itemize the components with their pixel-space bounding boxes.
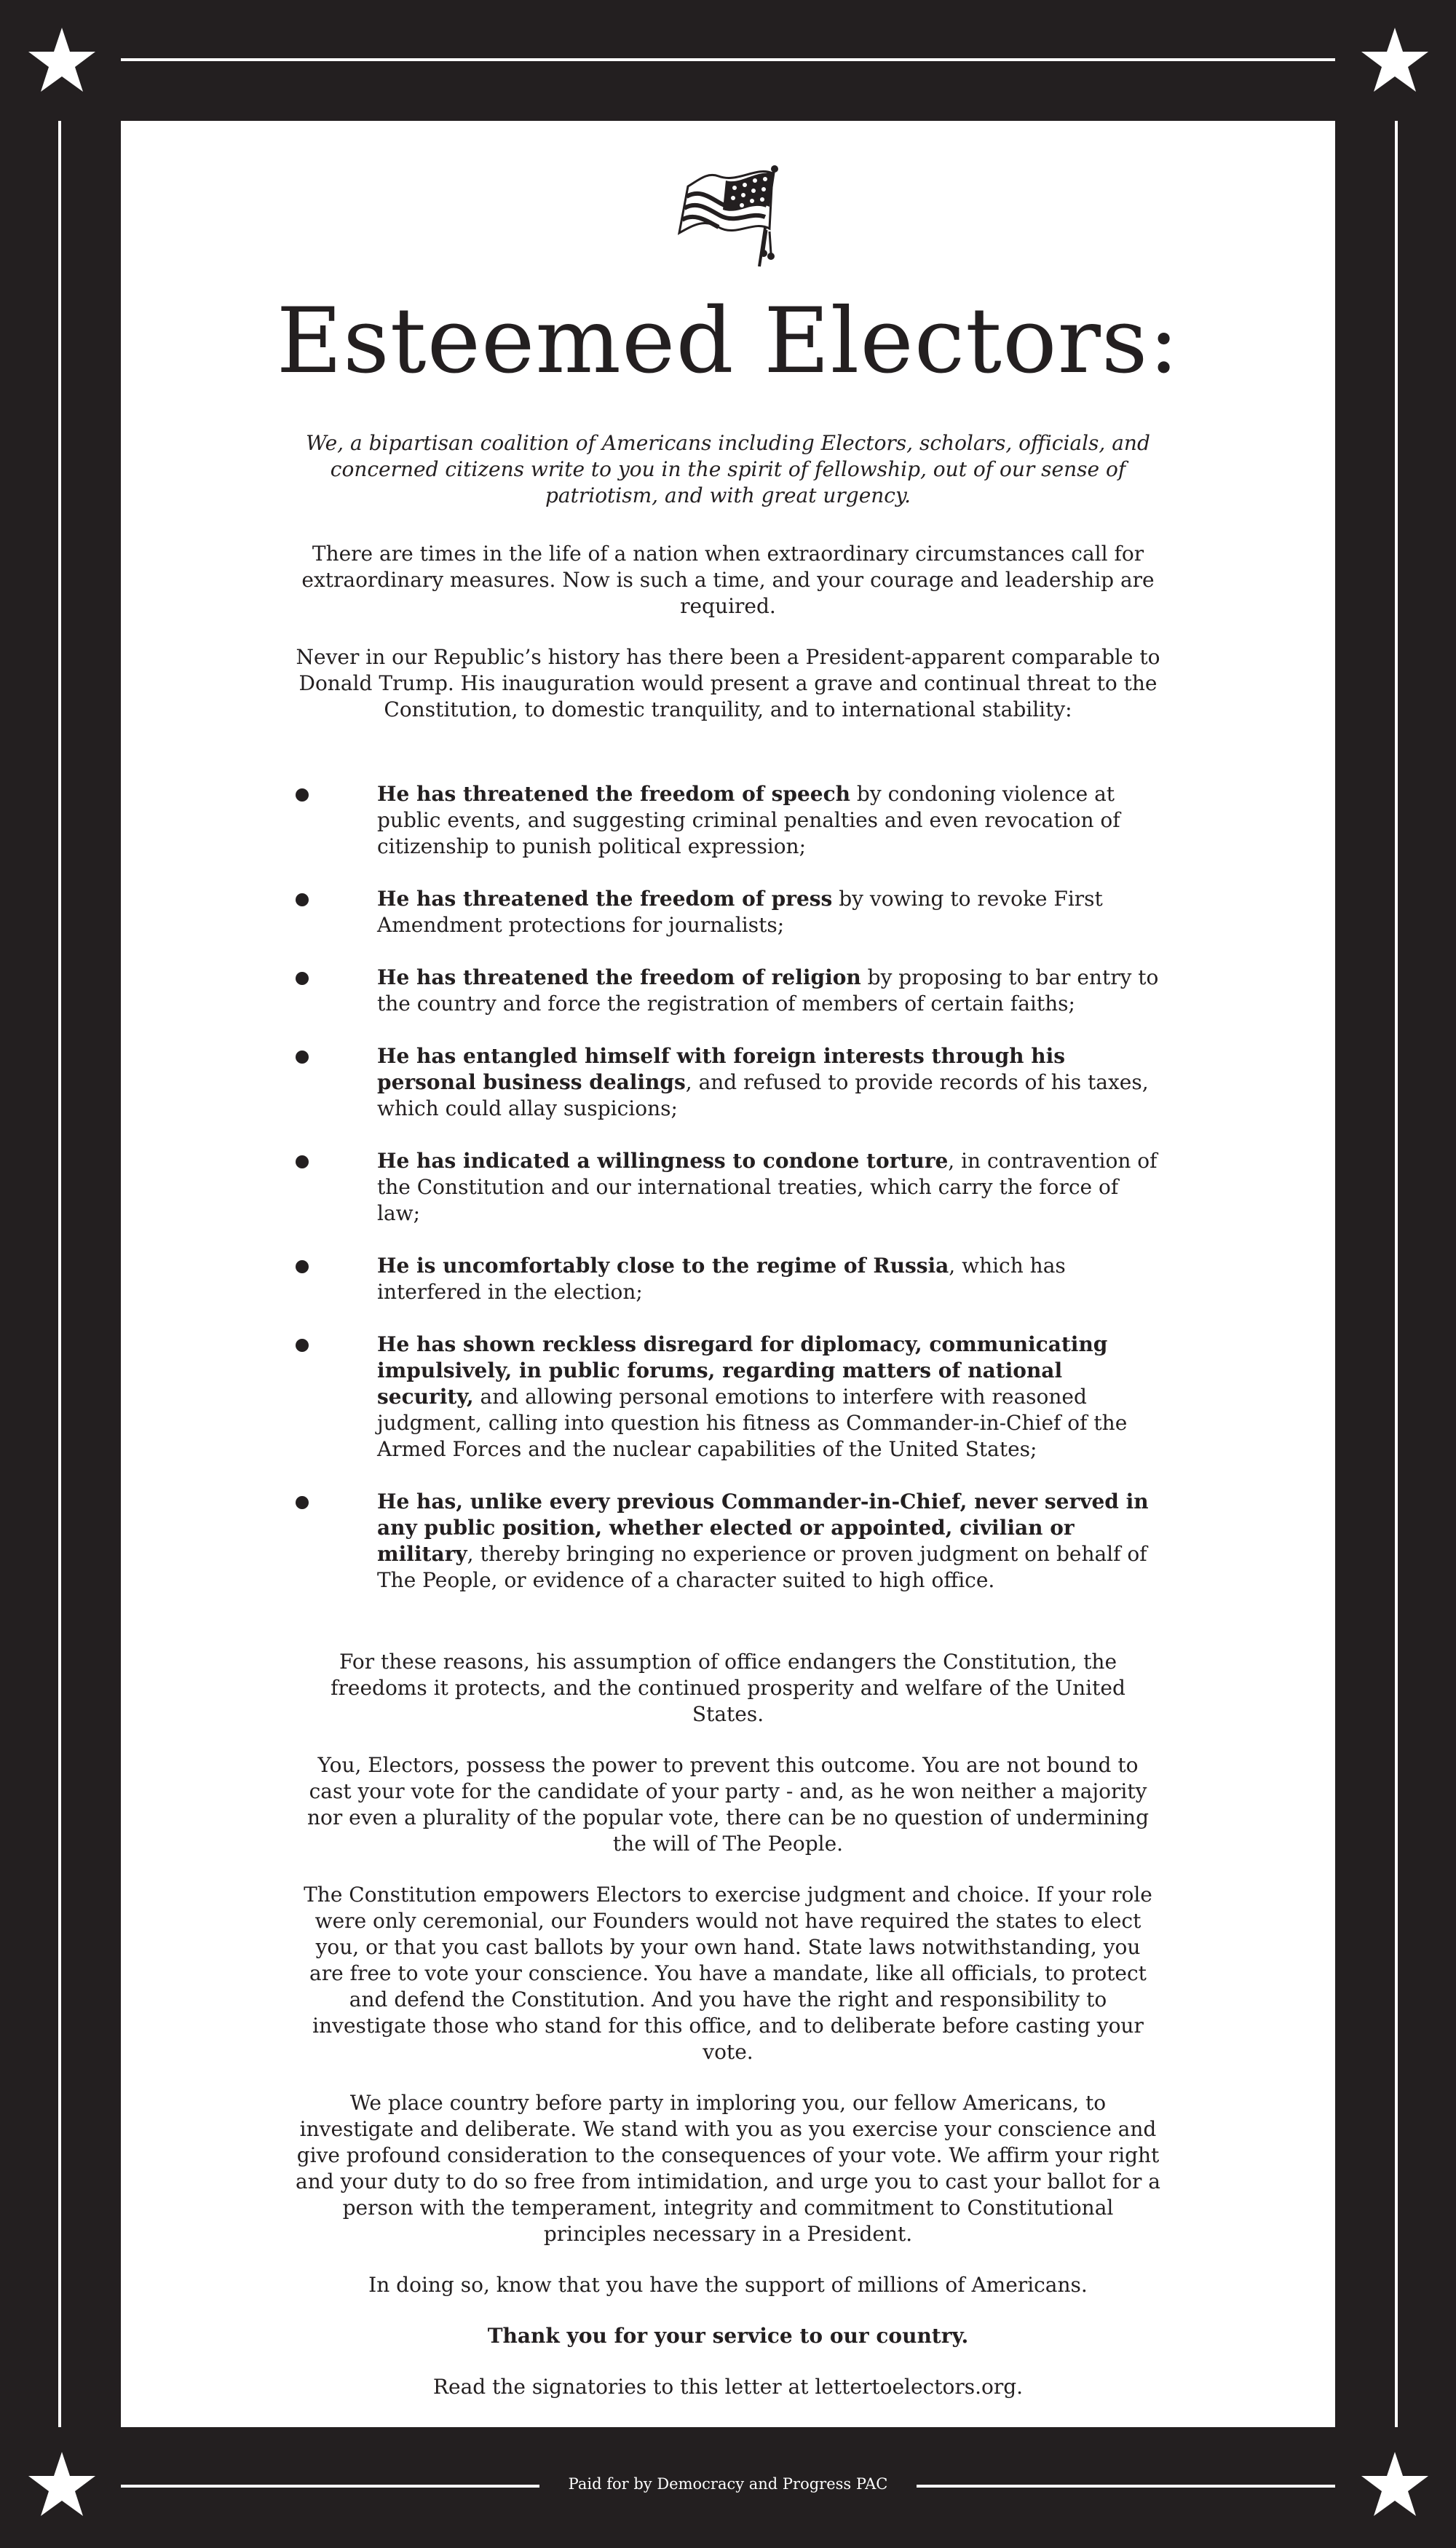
grievance-lead: He has threatened the freedom of speech [377,782,851,806]
right-border-line [1395,121,1398,2427]
list-item [296,1043,1160,1122]
letter-body [296,430,1160,2425]
american-flag-icon [678,165,787,270]
body-paragraph-4: You, Electors, possess the power to prevent this outcome. You are not bound to cast your vote for the candidate of your party - and, as he won neither a majority nor even a plurality of the popular vote, there can be no question of undermining the will of The People. [307,1753,1149,1856]
body-paragraph-7: In doing so, know that you have the support of millions of Americans. [368,2273,1088,2297]
grievance-lead: He is uncomfortably close to the regime of Russia [377,1254,949,1278]
top-border-line [121,58,1335,61]
list-item [296,781,1160,860]
bullet-icon [296,1051,309,1064]
body-paragraph-6: We place country before party in imploring you, our fellow Americans, to investigate and deliberate. We stand with you as you exercise your conscience and give profound consideration to the consequences of your vote. We affirm your right and your duty to do so free from intimidation, and urge you to cast your ballot for a person with the temperament, integrity and commitment to Constitutional principles necessary in a President. [296,2091,1160,2246]
grievance-lead: He has shown reckless disregard for diplomacy, communicating impulsively, in public forums, regarding matters of national security, [377,1332,1108,1409]
list-item [296,1148,1160,1227]
body-paragraph-2: Never in our Republic’s history has there been a President-apparent comparable to Donald Trump. His inauguration would present a grave and continual threat to the Constitution, to domestic tranquility, and to international stability: [296,645,1160,721]
intro-paragraph: We, a bipartisan coalition of Americans including Electors, scholars, officials, and concerned citizens write to you in the spirit of fellowship, out of our sense of patriotism, and with great urgency. [306,431,1150,507]
thanks-line: Thank you for your service to our country. [487,2324,969,2348]
left-border-line [58,121,61,2427]
list-item [296,1253,1160,1305]
grievance-text: , thereby bringing no experience or proven judgment on behalf of The People, or evidence of a character suited to high office. [377,1542,1147,1592]
bullet-icon [296,1260,309,1273]
grievance-lead: He has, unlike every previous Commander-in-Chief, never served in any public position, whether elected or appointed, civilian or military [377,1489,1149,1566]
star-icon [1358,25,1431,98]
grievance-list [296,781,1160,1594]
bullet-icon [296,893,309,906]
grievance-text: by vowing to revoke First Amendment protections for journalists; [377,887,1103,937]
grievance-text: and allowing personal emotions to interfere with reasoned judgment, calling into question his fitness as Commander-in-Chief of the Armed Forces and the nuclear capabilities of the United States; [377,1385,1128,1461]
body-paragraph-3: For these reasons, his assumption of office endangers the Constitution, the freedoms it protects, and the continued prosperity and welfare of the United States. [331,1650,1125,1726]
grievance-lead: He has indicated a willingness to condone torture [377,1149,949,1173]
grievance-text: by proposing to bar entry to the country and force the registration of members of certain faiths; [377,965,1159,1016]
closing-line: Read the signatories to this letter at lettertoelectors.org. [432,2375,1024,2399]
paid-for-by-footer: Paid for by Democracy and Progress PAC [568,2475,888,2493]
body-paragraph-5: The Constitution empowers Electors to exercise judgment and choice. If your role were only ceremonial, our Founders would not have required the states to elect you, or that you cast ballots by your own hand. State laws notwithstanding, you are free to vote your conscience. You have a mandate, like all officials, to protect and defend the Constitution. And you have the right and responsibility to investigate those who stand for this office, and to deliberate before casting your vote. [304,1883,1152,2064]
page-title: Esteemed Electors: [276,289,1180,394]
list-item [296,1489,1160,1594]
list-item [296,1332,1160,1463]
bullet-icon [296,1339,309,1352]
grievance-text: , which has interfered in the election; [377,1254,1066,1304]
grievance-lead: He has threatened the freedom of press [377,887,833,911]
grievance-text: by condoning violence at public events, and suggesting criminal penalties and even revocation of citizenship to punish political expression; [377,782,1120,858]
letter-panel [121,121,1335,2427]
list-item [296,886,1160,938]
list-item [296,965,1160,1017]
bullet-icon [296,788,309,802]
grievance-lead: He has threatened the freedom of religion [377,965,861,989]
grievance-text: , in contravention of the Constitution and our international treaties, which carry the force of law; [377,1149,1158,1225]
grievance-lead: He has entangled himself with foreign interests through his personal business dealings [377,1044,1066,1094]
bullet-icon [296,1155,309,1168]
bullet-icon [296,972,309,985]
body-paragraph-1: There are times in the life of a nation when extraordinary circumstances call for extraordinary measures. Now is such a time, and your courage and leadership are required. [301,542,1155,618]
star-icon [25,25,98,98]
grievance-text: , and refused to provide records of his taxes, which could allay suspicions; [377,1070,1149,1120]
bullet-icon [296,1496,309,1509]
